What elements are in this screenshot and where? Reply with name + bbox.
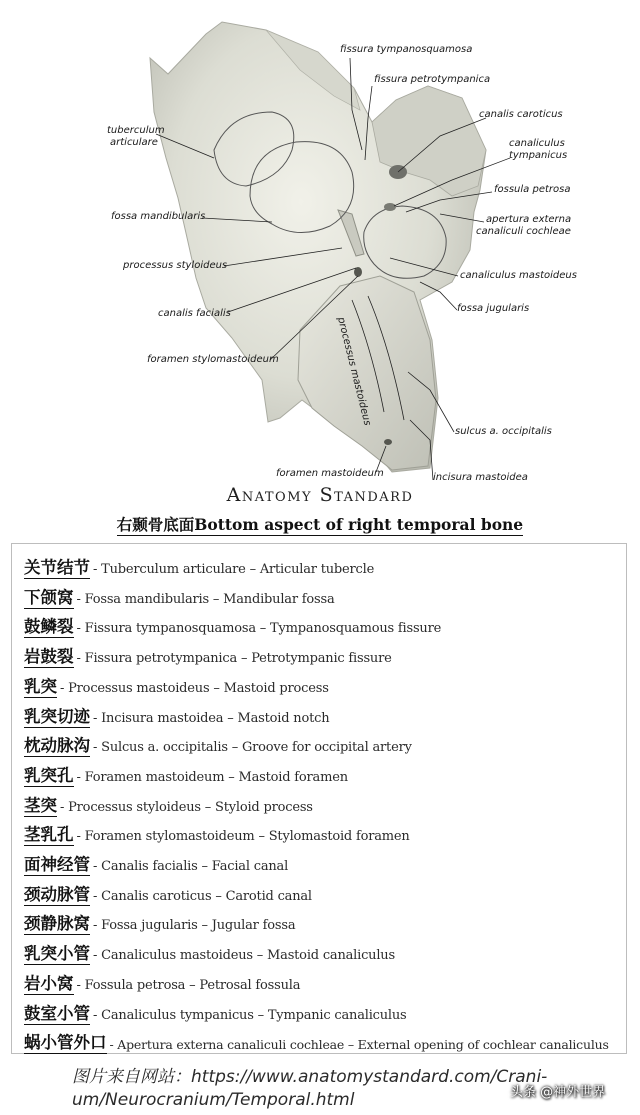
term-description: - Fossula petrosa – Petrosal fossula [76, 977, 301, 993]
label-canaliculus-tympanicus-1: canaliculus [509, 138, 565, 149]
list-item [24, 909, 295, 935]
list-item [24, 642, 392, 668]
list-item [24, 820, 410, 846]
term-chinese: 鼓室小管 [24, 1003, 90, 1023]
label-canaliculus-mastoideus: canaliculus mastoideus [460, 270, 577, 281]
label-tuberculum-1: tuberculum [107, 125, 165, 136]
term-description: - Canaliculus mastoideus – Mastoid canaliculus [93, 948, 395, 964]
source-line-1: 图片来自网站：https://www.anatomystandard.com/Crani- [72, 1067, 548, 1087]
term-chinese: 乳突孔 [24, 765, 74, 785]
list-item [24, 761, 348, 787]
term-chinese: 乳突切迹 [24, 706, 90, 726]
list-item [24, 791, 313, 817]
list-item [24, 1028, 609, 1054]
term-chinese: 蜗小管外口 [24, 1033, 107, 1053]
label-apertura-2: canaliculi cochleae [476, 226, 571, 237]
list-item [24, 553, 374, 579]
term-chinese: 茎突 [24, 795, 57, 815]
list-item [24, 999, 407, 1025]
term-chinese: 关节结节 [24, 558, 90, 577]
term-chinese: 茎乳孔 [24, 825, 74, 845]
temporal-bone-figure [0, 0, 640, 482]
list-item [24, 612, 441, 638]
term-description: - Canaliculus tympanicus – Tympanic canaliculus [93, 1007, 407, 1023]
watermark: 头条 @神外世界 [510, 1085, 606, 1100]
term-description: - Apertura externa canaliculi cochleae – External opening of cochlear canaliculus [109, 1037, 609, 1053]
label-fossa-mandibularis: fossa mandibularis [111, 211, 206, 222]
mastoid-foramen-hole [384, 439, 392, 445]
label-processus-styloideus: processus styloideus [123, 260, 228, 271]
tympanic-hole [384, 203, 396, 211]
list-item [24, 939, 395, 965]
label-apertura-1: apertura externa [486, 214, 572, 225]
caption-text: 右颞骨底面Bottom aspect of right temporal bone [116, 515, 524, 534]
term-description: - Canalis caroticus – Carotid canal [93, 888, 312, 904]
term-description: - Processus mastoideus – Mastoid process [60, 680, 329, 696]
list-item [24, 672, 329, 698]
term-description: - Fossa mandibularis – Mandibular fossa [76, 591, 335, 607]
label-tuberculum-2: articulare [110, 137, 158, 148]
term-list [11, 543, 627, 1054]
term-description: - Processus styloideus – Styloid process [60, 799, 313, 815]
list-item [24, 969, 300, 995]
label-fissura-petrotympanica: fissura petrotympanica [374, 74, 491, 85]
term-chinese: 枕动脉沟 [24, 736, 90, 756]
label-canalis-caroticus: canalis caroticus [479, 109, 563, 120]
term-description: - Sulcus a. occipitalis – Groove for occipital artery [93, 740, 412, 756]
list-item [24, 583, 335, 609]
label-foramen-stylomastoideum: foramen stylomastoideum [147, 354, 279, 365]
term-chinese: 下颌窝 [24, 587, 74, 607]
list-item [24, 731, 412, 757]
term-chinese: 岩小窝 [24, 973, 74, 993]
term-description: - Incisura mastoidea – Mastoid notch [93, 710, 330, 726]
term-description: - Foramen mastoideum – Mastoid foramen [76, 769, 348, 785]
label-processus-mastoideus: processus mastoideus [335, 316, 373, 427]
list-item [24, 850, 288, 876]
label-canalis-facialis: canalis facialis [158, 308, 231, 319]
term-description: - Foramen stylomastoideum – Stylomastoid foramen [76, 829, 410, 845]
term-description: - Tuberculum articulare – Articular tubercle [93, 562, 375, 577]
label-fossula-petrosa: fossula petrosa [494, 184, 571, 195]
label-canaliculus-tympanicus-2: tympanicus [509, 150, 568, 161]
list-item [24, 702, 329, 728]
figure-caption [0, 513, 640, 535]
term-chinese: 颈静脉窝 [24, 914, 90, 934]
term-description: - Fissura tympanosquamosa – Tympanosquamous fissure [76, 621, 442, 637]
term-chinese: 乳突 [24, 676, 57, 696]
list-item [24, 880, 312, 906]
label-foramen-mastoideum: foramen mastoideum [276, 468, 384, 479]
label-incisura-mastoidea: incisura mastoidea [433, 472, 528, 482]
brand-title: Anatomy Standard [226, 484, 414, 506]
label-fissura-tympanosquamosa: fissura tympanosquamosa [340, 44, 473, 55]
term-description: - Fossa jugularis – Jugular fossa [93, 918, 296, 934]
term-chinese: 面神经管 [24, 855, 90, 874]
term-chinese: 鼓鳞裂 [24, 617, 74, 637]
label-fossa-jugularis: fossa jugularis [457, 303, 530, 314]
term-chinese: 乳突小管 [24, 944, 90, 964]
term-description: - Canalis facialis – Facial canal [93, 859, 289, 874]
term-chinese: 颈动脉管 [24, 884, 90, 904]
term-chinese: 岩鼓裂 [24, 647, 74, 667]
term-description: - Fissura petrotympanica – Petrotympanic fissure [76, 651, 392, 667]
label-sulcus-occipitalis: sulcus a. occipitalis [455, 426, 552, 437]
source-line-2: um/Neurocranium/Temporal.html [72, 1090, 355, 1110]
